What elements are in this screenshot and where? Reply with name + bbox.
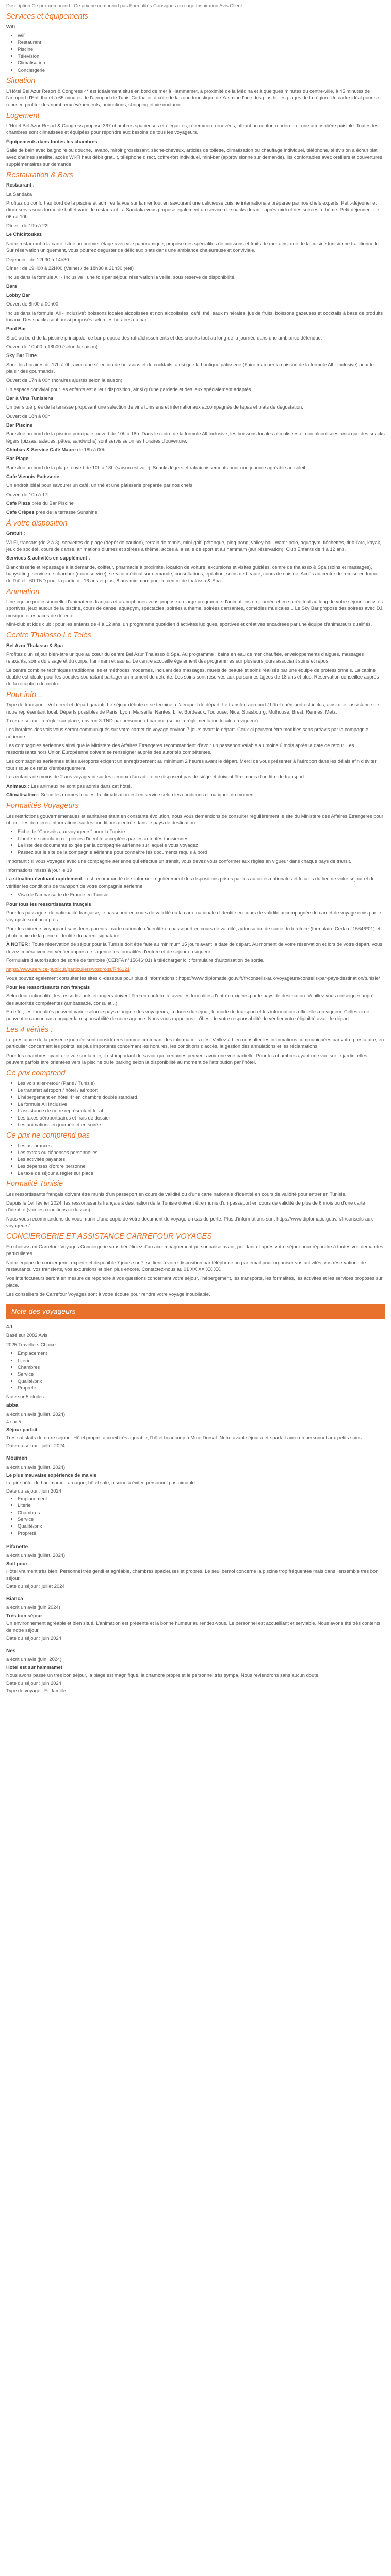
non-french-label: Pour les ressortissants non français	[6, 984, 90, 990]
review-title: Le plus mauvaise expérience de ma vie	[6, 1472, 97, 1478]
bar-text: Inclus dans la formule 'All - Inclusive': boissons locales alcoolisées et non alcoolisées, café, thé, eaux minérales, jus de fruits, boissons gazeuses et cocktails à base de produits locaux. Des snacks sont aussi proposés selon les horaires du bar.	[6, 310, 383, 323]
conciergerie-text: Vos interlocuteurs seront en mesure de répondre à vos questions concernant votre séjour, l'hébergement, les transports, les formalités, les activités et les services proposés sur place.	[6, 1275, 383, 1288]
thalasso-text: Le centre combine techniques traditionnelles et méthodes modernes, incluant des massages, rituels de beauté et soins réalisés par une équipe de professionnels. La cabine double est idéale pour les couples souhaitant partager un moment de détente. Les soins sont réservés aux personnes âgées de 18 ans et plus. Réservation conseillée auprès de la réception du centre.	[6, 667, 379, 687]
ne-comprend-item: • Les dépenses d'ordre personnel	[18, 1163, 385, 1170]
animals-label: Animaux :	[6, 783, 30, 789]
review-text: Un environnement agréable et bien situé. L'animation est présente et la bonne humeur au rendez-vous. Le personnel est accueillant et serviable. Nous avons été très contents de notre séjour.	[6, 1620, 381, 1633]
criteria-item: • Literie	[18, 1502, 385, 1509]
review-date: a écrit un avis (juillet, 2024)	[6, 1411, 66, 1417]
visa-text: Vous pouvez également consulter les sites ci-dessous pour plus d'informations : https://www.diplomatie.gouv.fr/fr/conseils-aux-voyageurs/conseils-par-pays-destination/tunisie/	[6, 975, 380, 981]
logement-text: L'Hôtel Bel Azur Resort & Congress propose 367 chambres spacieuses et élégantes, récemment rénovées, offrant un confort moderne et une atmosphère paisible. Toutes les chambres sont climatisées et équipées pour répondre aux besoins de tous les voyageurs.	[6, 122, 379, 135]
thalasso-section	[6, 631, 385, 687]
info-text: Taxe de séjour : à régler sur place, environ 3 TND par personne et par nuit (selon la réglementation locale en vigueur).	[6, 717, 259, 723]
comprend-item: • Le transfert aéroport / hôtel / aéroport	[18, 1087, 385, 1093]
conciergerie-text: En choisissant Carrefour Voyages Conciergerie vous bénéficiez d'un accompagnement personnalisé avant, pendant et après votre séjour pour répondre à toutes vos demandes particulières.	[6, 1243, 383, 1257]
disposition-title: À votre disposition	[6, 519, 68, 528]
animals-text: Les animaux ne sont pas admis dans cet hôtel.	[30, 783, 132, 789]
form-text: Formulaire d'autorisation de sortie de territoire (CERFA n°15646*01) à télécharger ici : formulaire d'autorisation de sortie.	[6, 957, 265, 963]
formalites-item: • Passez sur le site de la compagnie aérienne pour connaître les documents requis à bord	[18, 849, 385, 855]
thalasso-text: Profitez d'un séjour bien-être unique au cœur du centre Bel Azur Thalasso & Spa. Au programme : bains en eau de mer chauffée, enveloppements d'algues, massages relaxants, soins du visage et du corps, hammam et sauna. Le centre accueille également des programmes sur plusieurs jours associant soins et repos.	[6, 651, 364, 664]
logement-title: Logement	[6, 111, 40, 120]
formalites-date: Informations mises à jour le 19	[6, 867, 72, 873]
review-text: Hôtel vraiment très bien. Personnel très gentil et agréable, chambres spacieuses et propres. Le seul bémol concerne la piscine trop fréquentée mais dans l'ensemble très bon séjour.	[6, 1568, 379, 1581]
review-text: Très satisfaits de notre séjour : Hôtel propre, accueil très agréable, l'hôtel beaucoup à Mme Dorsaf. Notre avant séjour à été parfait avec un personnel aux petits soins.	[6, 1434, 363, 1440]
review-rating: 4 sur 5	[6, 1419, 21, 1425]
non-french-text: Selon leur nationalité, les ressortissants étrangers doivent être en conformité avec les formalités d'entrée exigées par le pays de destination. Veuillez vous renseigner auprès des autorités compétentes (ambassade, consulat...).	[6, 993, 377, 1006]
ne-comprend-title: Ce prix ne comprend pas	[6, 1131, 90, 1140]
bar-text: Un endroit idéal pour savourer un café, un thé et une pâtisserie préparée par nos chefs.	[6, 482, 194, 488]
restaurant-name: La Sandaka	[6, 191, 32, 197]
free-text: Wi-Fi, transats (de 2 à 3), serviettes de plage (dépôt de caution), terrain de tennis, mini-golf, pétanque, ping-pong, volley-ball, water-polo, aquagym, fléchettes, tir à l'arc, kayak, jeux de société, cours de danse, animations diurnes et soirées à thème, accès à la salle de sport et au hammam (sur réservation), Club Enfants de 4 à 12 ans.	[6, 539, 382, 552]
bar-hours: Ouvert de 18h à 00h	[6, 413, 51, 419]
restaurant-hours: Dîner : de 19h à 22h	[6, 223, 51, 229]
comprend-item: • Les taxes aéroportuaires et frais de dossier	[18, 1114, 385, 1121]
review-date: a écrit un avis (juillet, 2024)	[6, 1464, 66, 1470]
aircon-text: Selon les normes locales, la climatisation est en service selon les conditions climatiques du moment.	[41, 792, 256, 798]
situation-text: il est recommandé de s'informer régulièrement des dispositions prises par les autorités nationales et locales du lieu de votre séjour et de vérifier les conditions de transport de votre compagnie aérienne.	[6, 876, 375, 889]
overall-score: 4.1	[6, 1324, 13, 1330]
reviews-count: Basé sur 2082 Avis	[6, 1332, 48, 1338]
french-text: Pour les passagers de nationalité française, le passeport en cours de validité ou la carte nationale d'identité en cours de validité accompagnée du carnet de voyage émis par le voyagiste sont acceptés.	[6, 909, 381, 923]
formalites-item: • Fiche de "Conseils aux voyageurs" pour la Tunisie	[18, 828, 385, 835]
bar-name: Chichas & Service Café Maure	[6, 447, 76, 453]
reviews-source: 2025 Travellers Choice	[6, 1341, 56, 1347]
bar-hours: Ouvert de 10h00 à 18h00 (selon la saison)	[6, 343, 98, 349]
bar-name: Pool Bar	[6, 326, 26, 332]
criteria-item: • Service	[18, 1516, 385, 1522]
formalite-tunisie-section	[6, 1180, 385, 1229]
restaurant-text: Notre restaurant à la carte, situé au premier étage avec vue panoramique, propose des spécialités de poissons et fruits de mer ainsi que de la cuisine tunisienne traditionnelle. Sur réservation uniquement, vous pourrez déguster de délicieux plats dans une ambiance chaleureuse et conviviale.	[6, 240, 380, 253]
bars-title: Bars	[6, 283, 17, 289]
review-author: Moumen	[6, 1455, 28, 1462]
comprend-item: • La formule All Inclusive	[18, 1100, 385, 1107]
review-title: Très bon séjour	[6, 1612, 42, 1618]
criteria-item: • Propreté	[18, 1384, 385, 1391]
services-section	[6, 12, 385, 73]
review-title: Séjour parfait	[6, 1427, 38, 1433]
bar-text: Bar situé au bord de la plage, ouvert de 10h à 18h (saison estivale). Snacks légers et rafraîchissements pour une journée agréable au soleil.	[6, 464, 307, 470]
reviews-section	[6, 1323, 385, 1694]
criteria-item: • Qualité/prix	[18, 1522, 385, 1529]
service-item: • Wifi	[18, 32, 385, 39]
comprend-item: • L'hébergement en hôtel 4* en chambre double standard	[18, 1094, 385, 1100]
free-label: Gratuit :	[6, 530, 25, 536]
bar-hours: Ouvert de 17h à 00h (horaires ajustés selon la saison)	[6, 377, 123, 383]
review-text: Nous avons passé un très bon séjour, la plage est magnifique, la chambre propre et le personnel très sympa. Nous reviendrons sans aucun doute.	[6, 1672, 320, 1678]
service-item: • Piscine	[18, 46, 385, 53]
french-label: Pour tous les ressortissants français	[6, 901, 91, 907]
bar-hours: de 18h à 00h	[77, 447, 106, 453]
info-text: Type de transport : Vol direct et départ garanti. Le séjour débute et se termine à l'aéroport de départ. Le transfert aéroport / hôtel / aéroport est inclus, ainsi que l'assistance de notre représentant local. Départs possibles de Paris, Lyon, Marseille, Nantes, Lille, Bordeaux, Toulouse, Nice, Strasbourg, Mulhouse, Brest, Rennes, Metz.	[6, 702, 379, 715]
verites-text: Pour les chambres ayant une vue sur la mer, il est important de savoir que certaines peuvent avoir une vue partielle. Pour les chambres ayant une vue sur le jardin, elles peuvent parfois être orientées vers la piscine ou le parking selon la disponibilité au moment de l'attribution par l'hôtel.	[6, 1052, 367, 1065]
bar-hours: Ouvert de 8h00 à 00h00	[6, 301, 59, 307]
review-date: a écrit un avis (juin 2024)	[6, 1604, 60, 1611]
bar-name: Bar Plage	[6, 455, 29, 462]
note-label: À NOTER :	[6, 941, 31, 947]
equipment-title: Équipements dans toutes les chambres	[6, 138, 97, 144]
criteria-list	[6, 1495, 385, 1536]
comprend-item: • Les vols aller-retour (Paris / Tunisie)	[18, 1080, 385, 1087]
criteria-item: • Emplacement	[18, 1350, 385, 1357]
ne-comprend-section	[6, 1131, 385, 1176]
ne-comprend-item: • La taxe de séjour à régler sur place	[18, 1170, 385, 1176]
criteria-list	[6, 1350, 385, 1391]
visa-item[interactable]: • Visa de l'ambassade de France en Tunisie	[18, 891, 385, 898]
ne-comprend-item: • Les activités payantes	[18, 1156, 385, 1162]
comprend-title: Ce prix comprend	[6, 1069, 66, 1078]
info-title: Pour info...	[6, 690, 43, 699]
review-stay-date: Date du séjour : juillet 2024	[6, 1583, 65, 1589]
conciergerie-text: Les conseillers de Carrefour Voyages sont à votre écoute pour rendre votre voyage inoubliable.	[6, 1291, 210, 1297]
review-author: abba	[6, 1402, 19, 1409]
services-title: Services et équipements	[6, 12, 88, 21]
comprend-item: • L'assistance de notre représentant local	[18, 1107, 385, 1114]
situation-section	[6, 77, 385, 108]
formalite-tunisie-text: Les ressortissants français doivent être munis d'un passeport en cours de validité ou d'une carte nationale d'identité en cours de validité pour entrer en Tunisie.	[6, 1191, 347, 1197]
info-text: Les horaires des vols vous seront communiqués sur votre carnet de voyage environ 7 jours avant le départ. Ceux-ci peuvent être modifiés sans préavis par la compagnie aérienne.	[6, 726, 368, 739]
criteria-item: • Chambres	[18, 1364, 385, 1370]
thalasso-title: Centre Thalasso Le Telès	[6, 631, 91, 640]
conciergerie-title: CONCIERGERIE ET ASSISTANCE CARREFOUR VOYAGES	[6, 1232, 212, 1241]
review-author: Bianca	[6, 1596, 23, 1602]
mini-club-text: Un espace convivial pour les enfants est à leur disposition, ainsi qu'une garderie et des jeux spécialement adaptés.	[6, 386, 253, 392]
bar-name: Sky Bar Time	[6, 352, 37, 359]
comprend-list	[6, 1080, 385, 1128]
review-card	[6, 1596, 385, 1646]
services-list	[6, 32, 385, 73]
logement-section	[6, 112, 385, 167]
criteria-item: • Chambres	[18, 1509, 385, 1516]
bar-text: Situé au bord de la piscine principale, ce bar propose des rafraîchissements et des snacks tout au long de la journée dans une ambiance détendue.	[6, 334, 322, 341]
review-card	[6, 1544, 385, 1594]
bar-name: Cafe Crêpes	[6, 509, 35, 515]
note-text: Toute réservation de séjour pour la Tunisie doit être faite au minimum 15 jours avant la date de départ. Au moment de votre réservation et lors de votre départ, vous devez impérativement vérifier auprès de l'agence les formalités d'entrée et de séjour en vigueur.	[6, 941, 382, 954]
equipment-text: Salle de bain avec baignoire ou douche, lavabo, miroir grossissant, sèche-cheveux, articles de toilette, climatisation ou chauffage individuel, téléphone, télévision à écran plat avec chaînes satellite, accès Wi-Fi haut débit gratuit, téléphone direct, coffre-fort individuel, mini-bar (approvisionné sur demande), lits confortables avec oreillers et couvertures supplémentaires sur demande.	[6, 147, 382, 167]
ne-comprend-item: • Les extras ou dépenses personnelles	[18, 1149, 385, 1156]
service-item: • Restaurant	[18, 39, 385, 45]
bar-name: Cafe Plaza	[6, 500, 30, 506]
tab-nav[interactable]: Description Ce prix comprend : Ce prix ne comprend pas Formalités Consignes en cage Inspiration Avis Client	[6, 3, 242, 8]
thalasso-subtitle: Bel Azur Thalasso & Spa	[6, 642, 63, 648]
review-author: Nes	[6, 1648, 16, 1654]
review-title: Hotel est sur hammamet	[6, 1664, 62, 1670]
animation-section	[6, 588, 385, 628]
form-link[interactable]: https://www.service-public.fr/particuliers/vosdroits/R46121	[6, 966, 130, 972]
ne-comprend-item: • Les assurances	[18, 1142, 385, 1149]
formalite-tunisie-title: Formalité Tunisie	[6, 1180, 63, 1189]
info-section	[6, 691, 385, 799]
formalite-tunisie-text: Depuis le 1er février 2024, les ressortissants français à destination de la Tunisie doivent être munis d'un passeport en cours de validité de plus de 6 mois ou d'une carte d'identité (voir les conditions ci-dessus).	[6, 1200, 365, 1213]
verites-text: Le prestataire de la présente journée sont considérées comme contenant des informations clés. Veillez à bien consulter les informations communiquées par votre prestataire, en particulier concernant les points les plus importants concernant les horaires, les conditions d'accès, la gestion des annulations et les réclamations.	[6, 1037, 384, 1049]
situation-title: Situation	[6, 77, 36, 86]
criteria-item: • Emplacement	[18, 1495, 385, 1502]
comprend-item: • Les animations en journée et en soirée	[18, 1121, 385, 1128]
restaurants-section	[6, 171, 385, 516]
review-stay-date: Date du séjour : juin 2024	[6, 1680, 61, 1686]
service-item: • Conciergerie	[18, 66, 385, 73]
review-stay-date: Date du séjour : juillet 2024	[6, 1443, 65, 1449]
restaurant-label: Restaurant :	[6, 182, 35, 188]
situation-text: L'Hôtel Bel Azur Resort & Congress 4* est idéalement situé en bord de mer à Hammamet, à proximité de la Médina et à quelques minutes du centre-ville, à 45 minutes de l'aéroport d'Enfidha et à 65 minutes de l'aéroport de Tunis-Carthage, à côté de la zone touristique de Yasmine l'une des plus belles plages de la région. Un cadre idéal pour se reposer, profiter des nombreux événements, animations, shopping et vie nocturne.	[6, 88, 379, 108]
criteria-item: • Qualité/prix	[18, 1378, 385, 1384]
restaurant-name: Le Chicktoukaz	[6, 231, 42, 238]
review-stay-date: Date du séjour : juin 2024	[6, 1635, 61, 1641]
bar-text: Un bar situé près de la terrasse proposant une sélection de vins tunisiens et internationaux accompagnés de tapas et plats de dégustation.	[6, 404, 303, 410]
restaurants-title: Restauration & Bars	[6, 171, 73, 180]
review-card	[6, 1455, 385, 1541]
verites-title: Les 4 vérités :	[6, 1025, 53, 1034]
bar-text: Bar situé au bord de la piscine principale, ouvert de 10h à 18h. Dans le cadre de la formule All Inclusive, les boissons locales alcoolisées et non alcoolisées ainsi que des snacks légers (pizzas, salades, pâtes, sandwichs) sont servis selon les horaires d'ouverture.	[6, 431, 385, 444]
criteria-item: • Literie	[18, 1357, 385, 1364]
comprend-section	[6, 1069, 385, 1128]
bar-name: Bar à Vins Tunisiens	[6, 395, 54, 401]
minor-text: Pour les mineurs voyageant sans leurs parents : carte nationale d'identité ou passeport en cours de validité, autorisation de sortie du territoire (formulaire Cerfa n°15646*01) et photocopie de la pièce d'identité du parent signataire.	[6, 925, 381, 938]
review-stay-date: Date du séjour : juin 2024	[6, 1487, 61, 1494]
formalite-tunisie-text: Nous vous recommandons de vous munir d'une copie de votre document de voyage en cas de perte. Plus d'informations sur : https://www.diplomatie.gouv.fr/fr/conseils-aux-voyageurs/	[6, 1215, 375, 1229]
info-text: Les enfants de moins de 2 ans voyageant sur les genoux d'un adulte ne disposent pas de siège et doivent être munis d'un titre de transport.	[6, 774, 305, 780]
animation-text: Une équipe professionnelle d'animateurs français et arabophones vous propose un large programme d'animations en journée et en soirée tout au long de votre séjour : activités sportives, jeux autour de la piscine, cours de danse, aquagym, spectacles, soirées à thème, soirées dansantes, comédies musicales... Le Sky Bar propose des soirées avec DJ, musique et espaces de détente.	[6, 599, 384, 618]
conciergerie-section	[6, 1232, 385, 1297]
restaurant-hours: Dîner : de 19H00 à 22H00 (Veine) / de 18h30 à 21h30 (été)	[6, 265, 134, 271]
paid-label: Services & activités en supplément :	[6, 555, 90, 561]
formalites-item: • La liste des documents exigés par la compagnie aérienne sur laquelle vous voyagez	[18, 842, 385, 849]
responsibility-text: En effet, les formalités peuvent varier selon le pays d'origine des voyageurs, la durée du séjour, le mode de transport et les informations officielles en vigueur. Celles-ci ne peuvent en aucun cas engager la responsabilité de notre agence. Nous vous rappelons qu'il est de votre responsabilité de vérifier votre éligibilité avant le départ.	[6, 1008, 369, 1022]
bar-text: Sous les horaires de 17h à 0h, avec une sélection de boissons et de cocktails, ainsi que la boutique pâtisserie (Faire marcher la cuisson de la formule All - Inclusive) pour le plaisir des gourmands.	[6, 361, 374, 374]
aircon-label: Climatisation :	[6, 792, 40, 798]
review-card	[6, 1402, 385, 1453]
visa-list	[6, 891, 385, 898]
bar-hours: Ouvert de 10h à 17h	[6, 491, 51, 497]
service-item: • Climatisation	[18, 59, 385, 66]
criteria-item: • Propreté	[18, 1530, 385, 1536]
bar-text: près du Bar Piscine	[31, 500, 74, 506]
review-author: Pifanette	[6, 1544, 28, 1550]
conciergerie-text: Notre équipe de conciergerie, experte et disponible 7 jours sur 7, se tient à votre disposition par téléphone ou par email pour organiser vos activités, vos réservations de restaurants, vos transferts, vos excursions et bien plus encore. Contactez-nous au 01 XX XX XX XX.	[6, 1259, 366, 1272]
formalites-intro: Les restrictions gouvernementales et sanitaires étant en constante évolution, nous vous demandons de consulter régulièrement le site du Ministère des Affaires Étrangères pour obtenir les dernières informations sur les conditions d'entrée dans le pays de destination.	[6, 812, 383, 826]
formalites-important: Important : si vous voyagez avec une compagnie aérienne qui effectue un transit, vous devez vous conformer aux règles en vigueur dans chaque pays de transit.	[6, 858, 351, 864]
review-date: a écrit un avis (juillet, 2024)	[6, 1552, 66, 1558]
bar-text: près de la terrasse Sunshine	[36, 509, 97, 515]
review-card	[6, 1648, 385, 1694]
service-item: • Télévision	[18, 53, 385, 59]
restaurant-text: Profitez du confort au bord de la piscine et admirez la vue sur la mer tout en savourant une délicieuse cuisine internationale préparée par nos chefs experts. Petit-déjeuner et dîner servis sous forme de buffet varié, le restaurant La Sandaka vous propose également un service de snacks durant l'après-midi et des soirées à thème. Petit déjeuner : de 06h à 10h	[6, 200, 379, 219]
animation-title: Animation	[6, 587, 40, 596]
review-text: Le pire hôtel de hammamet, arnaque, hôtel sale, piscine à éviter, personnel pas aimable.	[6, 1480, 197, 1486]
formalites-section	[6, 802, 385, 1022]
review-date: a écrit un avis (juin, 2024)	[6, 1656, 62, 1663]
reviews-header: Note des voyageurs	[6, 1304, 385, 1319]
ne-comprend-list	[6, 1142, 385, 1177]
formalites-item: • Liberté de circulation et pièces d'identité acceptées par les autorités tunisiennes	[18, 835, 385, 842]
info-text: Les compagnies aériennes ainsi que le Ministère des Affaires Étrangères recommandent d'avoir un passeport valable au moins 6 mois après la date de retour. Les ressortissants hors Union Européenne doivent se renseigner auprès des autorités compétentes.	[6, 742, 354, 755]
paid-text: Blanchisserie et repassage à la demande, coiffeur, pharmacie à proximité, location de voiture, excursions et visites guidées, centre de thalasso & Spa (soins et massages), babysitting, service de chambre (room service), service médical sur demande, consultations, épilation, soins de beauté, cours de cuisine. Accès au centre de remise en forme de l'hôtel : 60 TND pour la partie de 16 ans et plus, 8 ans minimum pour le centre de thalasso & Spa.	[6, 564, 379, 584]
bar-name: Cafe Vienois Patisserie	[6, 473, 60, 480]
bar-name: Bar Piscine	[6, 422, 33, 428]
info-text: Les compagnies aériennes et les aéroports exigent un enregistrement au minimum 2 heures avant le départ. Merci de vous présenter à l'aéroport dans les délais afin d'éviter tout risque de refus d'embarquement.	[6, 758, 377, 771]
restaurant-extra: Inclus dans la formule All - Inclusive : une fois par séjour, réservation la veille, sous réserve de disponibilité.	[6, 274, 236, 280]
note-scale: Noté sur 5 étoiles	[6, 1394, 44, 1400]
restaurant-hours: Déjeuner : de 12h30 à 14h30	[6, 256, 69, 262]
animation-text: Mini-club et kids club : pour les enfants de 4 à 12 ans, un programme quotidien d'activités ludiques, sportives et créatives encadrées par une équipe d'animateurs qualifiés.	[6, 621, 372, 628]
wifi-label: Wifi	[6, 23, 15, 29]
review-title: Soit pour	[6, 1560, 28, 1566]
disposition-section	[6, 519, 385, 584]
formalites-list	[6, 828, 385, 855]
situation-label: La situation évoluant rapidement	[6, 876, 82, 882]
verites-section	[6, 1026, 385, 1066]
review-trip-type: Type de voyage : En famille	[6, 1688, 66, 1694]
bar-name: Lobby Bar	[6, 292, 30, 298]
formalites-title: Formalités Voyageurs	[6, 802, 79, 810]
criteria-item: • Service	[18, 1370, 385, 1377]
